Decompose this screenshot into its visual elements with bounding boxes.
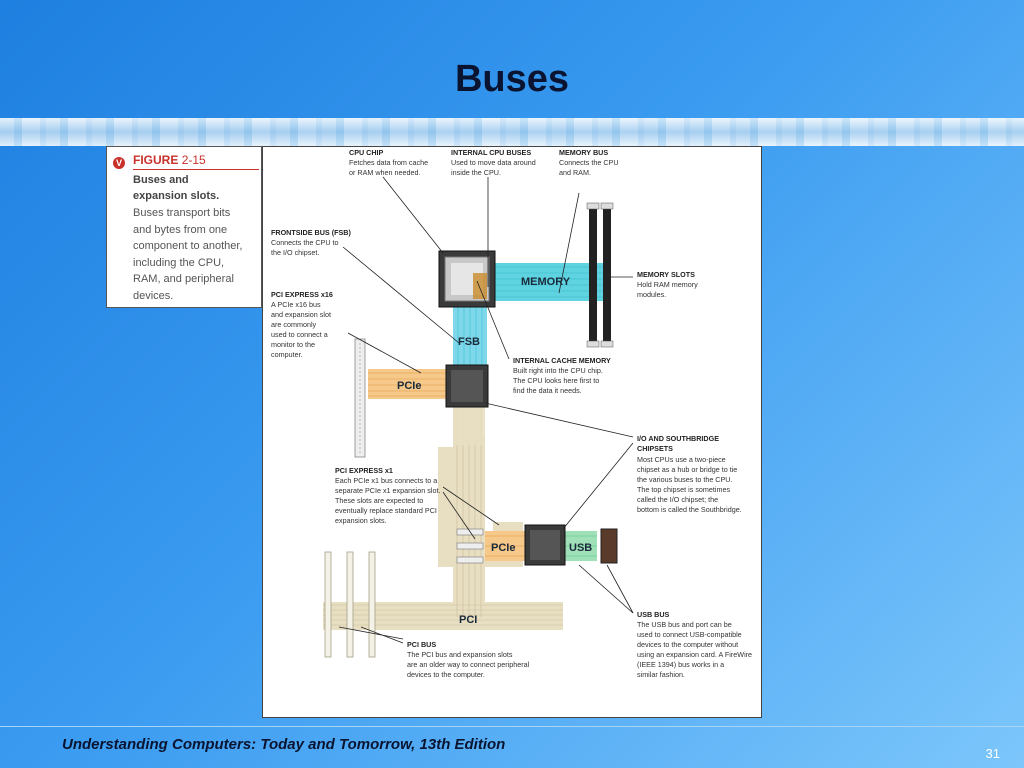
callout-title: I/O AND SOUTHBRIDGE <box>637 434 719 443</box>
callout-line: The USB bus and port can be <box>637 620 732 629</box>
caption-body-line: devices. <box>133 289 174 302</box>
callout-pci-express-x1 <box>335 466 440 525</box>
callout-internal-cpu-buses <box>451 148 536 177</box>
callout-io-southbridge <box>637 434 742 514</box>
callout-line: are commonly <box>271 320 317 329</box>
callout-title: CPU CHIP <box>349 148 384 157</box>
figure-label <box>133 153 206 167</box>
publisher-logo-icon: V <box>113 157 125 169</box>
footer-divider <box>0 726 1024 727</box>
pcie-x1-slots <box>457 529 483 563</box>
callout-line: eventually replace standard PCI <box>335 506 437 515</box>
callout-line: The CPU looks here first to <box>513 376 600 385</box>
callout-line: modules. <box>637 290 667 299</box>
callout-memory-slots <box>637 270 698 299</box>
slide-title: Buses <box>454 58 570 100</box>
callout-title: INTERNAL CACHE MEMORY <box>513 356 611 365</box>
callout-line: (IEEE 1394) bus works in a <box>637 660 725 669</box>
pcie-x16-slot <box>355 339 365 457</box>
callout-line: used to connect a <box>271 330 328 339</box>
callout-line: monitor to the <box>271 340 315 349</box>
callout-frontside-bus <box>271 228 351 257</box>
callout-pci-express-x16 <box>271 290 333 359</box>
callout-line: or RAM when needed. <box>349 168 421 177</box>
caption-body-line: component to another, <box>133 240 243 252</box>
caption-body-line: and bytes from one <box>133 223 228 236</box>
callout-line: A PCIe x16 bus <box>271 300 321 309</box>
callout-line: Built right into the CPU chip. <box>513 366 603 375</box>
caption-title-line: expansion slots. <box>133 190 220 202</box>
callout-cpu-chip <box>349 148 428 177</box>
callout-line: Each PCIe x1 bus connects to a <box>335 476 438 485</box>
callout-line: devices to the computer without <box>637 640 739 649</box>
callout-line: The top chipset is sometimes <box>637 485 731 494</box>
callout-line: using an expansion card. A FireWire <box>637 650 753 659</box>
caption-body-line: RAM, and peripheral <box>133 273 234 285</box>
callout-title: PCI EXPRESS x1 <box>335 466 393 475</box>
usb-port <box>601 529 617 563</box>
callout-title: PCI EXPRESS x16 <box>271 290 333 299</box>
callout-line: The PCI bus and expansion slots <box>407 650 513 659</box>
io-chipset <box>446 365 488 407</box>
callout-title: MEMORY SLOTS <box>637 270 695 279</box>
callout-line: Connects the CPU <box>559 158 619 167</box>
callout-title: FRONTSIDE BUS (FSB) <box>271 228 351 237</box>
caption-rule <box>133 169 259 170</box>
pcie-x16-label: PCIe <box>397 380 422 392</box>
callout-title: CHIPSETS <box>637 444 673 453</box>
usb-label: USB <box>569 542 593 554</box>
figure-caption <box>106 146 262 308</box>
page-number: 31 <box>985 746 1000 761</box>
callout-line: called the I/O chipset; the <box>637 495 719 504</box>
callout-line: Fetches data from cache <box>349 158 429 167</box>
callout-line: Hold RAM memory <box>637 280 698 289</box>
callout-internal-cache <box>513 356 611 395</box>
callout-line: inside the CPU. <box>451 168 501 177</box>
fsb-bus <box>453 305 487 367</box>
footer-text: Understanding Computers: Today and Tomorrow, 13th Edition <box>62 736 506 753</box>
callout-title: USB BUS <box>637 610 670 619</box>
bus-diagram <box>262 146 762 718</box>
callout-line: the I/O chipset. <box>271 248 320 257</box>
callout-memory-bus <box>559 148 619 177</box>
callout-line: bottom is called the Southbridge. <box>637 505 742 514</box>
callout-line: find the data it needs. <box>513 386 582 395</box>
callout-title: MEMORY BUS <box>559 148 609 157</box>
callout-line: the various buses to the CPU. <box>637 475 733 484</box>
callout-title: PCI BUS <box>407 640 437 649</box>
callout-line: expansion slots. <box>335 516 387 525</box>
callout-line: devices to the computer. <box>407 670 485 679</box>
pci-bus-label: PCI <box>459 614 478 626</box>
caption-title-line: Buses and <box>133 174 189 186</box>
callout-pci-bus <box>407 640 530 679</box>
figure-number: 2-15 <box>181 153 206 167</box>
pcie-x1-label: PCIe <box>491 542 516 554</box>
callout-line: Connects the CPU to <box>271 238 339 247</box>
memory-bus-label: MEMORY <box>521 276 571 288</box>
pcie-x16-bus <box>368 369 448 399</box>
cpu-chip <box>439 251 495 307</box>
callout-line: These slots are expected to <box>335 496 424 505</box>
decorative-band-shade <box>0 118 1024 146</box>
callout-lines <box>339 177 633 643</box>
callout-title: INTERNAL CPU BUSES <box>451 148 532 157</box>
callout-line: Most CPUs use a two-piece <box>637 455 726 464</box>
caption-body <box>133 205 261 304</box>
callout-line: are an older way to connect peripheral <box>407 660 530 669</box>
usb-bus <box>565 531 597 561</box>
caption-title <box>133 172 261 204</box>
southbridge-chipset <box>525 525 565 565</box>
callout-line: used to connect USB-compatible <box>637 630 742 639</box>
caption-body-line: Buses transport bits <box>133 207 231 219</box>
callout-usb-bus <box>637 610 752 679</box>
fsb-label: FSB <box>458 336 480 348</box>
callout-line: Used to move data around <box>451 158 536 167</box>
figure-word: FIGURE <box>133 153 179 167</box>
callout-line: separate PCIe x1 expansion slot. <box>335 486 441 495</box>
bus-diagram-svg <box>263 147 761 717</box>
callout-line: chipset as a hub or bridge to tie <box>637 465 738 474</box>
callout-line: computer. <box>271 350 303 359</box>
callout-line: and expansion slot <box>271 310 331 319</box>
callout-line: similar fashion. <box>637 670 685 679</box>
callout-line: and RAM. <box>559 168 591 177</box>
caption-body-line: including the CPU, <box>133 256 225 269</box>
